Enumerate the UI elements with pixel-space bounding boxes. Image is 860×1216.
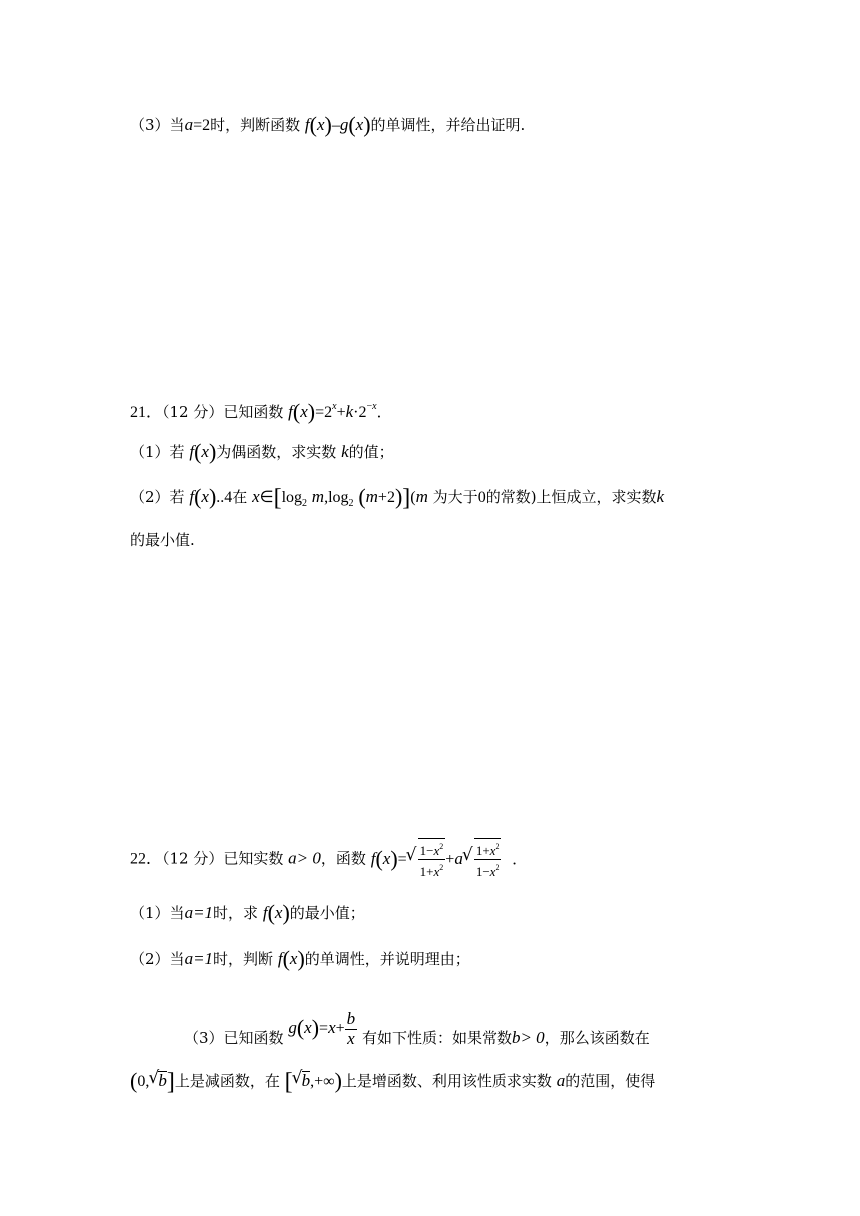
q22-part3 bbox=[184, 1008, 650, 1058]
q22-part3-label: （3） bbox=[184, 1029, 224, 1047]
q22-score: （12 分） bbox=[162, 849, 224, 868]
q22-part2-text3: 的单调性，并说明理由； bbox=[304, 950, 470, 968]
q21-part1 bbox=[130, 441, 394, 463]
q21-part2-cont bbox=[130, 529, 195, 551]
q21-part1-text3: 的值； bbox=[348, 443, 394, 461]
q20-part3-text1: 当 bbox=[169, 116, 185, 134]
math-fx: f(x) bbox=[262, 900, 290, 925]
q21-part2-text2: 在 bbox=[232, 488, 248, 506]
math-f-minus-g: f(x)–g(x) bbox=[304, 112, 371, 137]
cond-a-positive: a> 0 bbox=[288, 848, 321, 868]
q21-stem bbox=[130, 396, 392, 424]
q22-intro: 已知实数 bbox=[223, 849, 284, 868]
q22-number: 22． bbox=[130, 850, 163, 868]
q22-part3-text2: 有如下性质：如果常数 bbox=[361, 1029, 512, 1047]
cond-a-eq-1: a=1 bbox=[184, 903, 214, 922]
num-zero: 0 bbox=[477, 489, 486, 506]
q22-part2-label: （2） bbox=[130, 950, 170, 968]
q22-part1-text3: 的最小值； bbox=[289, 904, 365, 922]
q22-part2-text1: 当 bbox=[169, 950, 185, 968]
math-fx: f(x) bbox=[189, 439, 217, 464]
q22-period: ． bbox=[512, 849, 528, 868]
math-fx-ge-4: f(x)..4 bbox=[189, 484, 233, 509]
eq-2: =2 bbox=[193, 117, 211, 134]
q21-part2-continuation: 的最小值. bbox=[130, 531, 195, 549]
math-fx: f(x) bbox=[277, 946, 305, 971]
q22-part1-label: （1） bbox=[130, 904, 170, 922]
math-fx-sqrt-def: f(x)= √ $\frac{1-x^2}{1+x^2}$ +a √ $\frac{1+x^2}{1-x^2}$ bbox=[371, 850, 502, 868]
q21-part2-text1: 若 bbox=[169, 488, 185, 506]
q22-stem bbox=[130, 838, 527, 880]
q21-part2-text3: 为大于 bbox=[432, 488, 478, 506]
q22-part1-text1: 当 bbox=[169, 904, 185, 922]
q21-number: 21． bbox=[130, 404, 163, 421]
var-k: k bbox=[656, 487, 665, 506]
q21-part2 bbox=[130, 486, 664, 515]
q20-part3-text2: 时，判断函数 bbox=[210, 116, 301, 134]
math-fx-def: $f(x)=2^x+k\cdot 2^{-x}$ bbox=[288, 399, 377, 424]
q21-part1-label: （1） bbox=[130, 443, 170, 461]
math-interval-log: $x\in[\log_2$ $m,\log_2$ (m+2)](m bbox=[252, 484, 428, 511]
q22-part3-text3: ，那么该函数在 bbox=[544, 1029, 650, 1047]
q22-part3-text1: 已知函数 bbox=[223, 1029, 284, 1047]
cond-a-eq-1: a=1 bbox=[184, 949, 214, 968]
q22-part2 bbox=[130, 948, 470, 970]
q22-part3-text4: 上是减函数，在 bbox=[174, 1072, 280, 1090]
q22-part1-text2: 时，求 bbox=[213, 904, 259, 922]
q21-part2-text4: 的常数)上恒成立，求实数 bbox=[485, 488, 657, 506]
var-a: a bbox=[556, 1071, 566, 1090]
q22-part3-text6: 的范围，使得 bbox=[565, 1072, 656, 1090]
q22-text2: ，函数 bbox=[320, 849, 366, 868]
q22-part3-line2 bbox=[130, 1066, 655, 1097]
q20-part3-label: （3） bbox=[130, 116, 170, 134]
q21-intro: 已知函数 bbox=[223, 403, 284, 421]
q22-part2-text2: 时，判断 bbox=[213, 950, 274, 968]
var-a: a bbox=[184, 115, 194, 134]
var-k: k bbox=[341, 442, 349, 461]
q21-period: ． bbox=[376, 403, 392, 421]
q20-part3-text3: 的单调性，并给出证明. bbox=[370, 116, 526, 134]
q21-part2-label: （2） bbox=[130, 488, 170, 506]
q22-part1 bbox=[130, 902, 365, 924]
math-gx-def: g(x)=x+ $\frac{b}{x}$ bbox=[288, 1008, 356, 1048]
q22-part3-text5: 上是增函数、利用该性质求实数 bbox=[341, 1072, 552, 1090]
math-interval-inc: [√ b,+∞) bbox=[285, 1072, 342, 1090]
q21-part1-text2: 为偶函数，求实数 bbox=[216, 443, 337, 461]
q21-score: （12 分） bbox=[162, 403, 224, 421]
math-interval-dec: (0,√ b] bbox=[130, 1072, 175, 1090]
q20-part3-line bbox=[130, 114, 525, 137]
cond-b-positive: b> 0 bbox=[511, 1028, 545, 1047]
q21-part1-text1: 若 bbox=[169, 443, 185, 461]
